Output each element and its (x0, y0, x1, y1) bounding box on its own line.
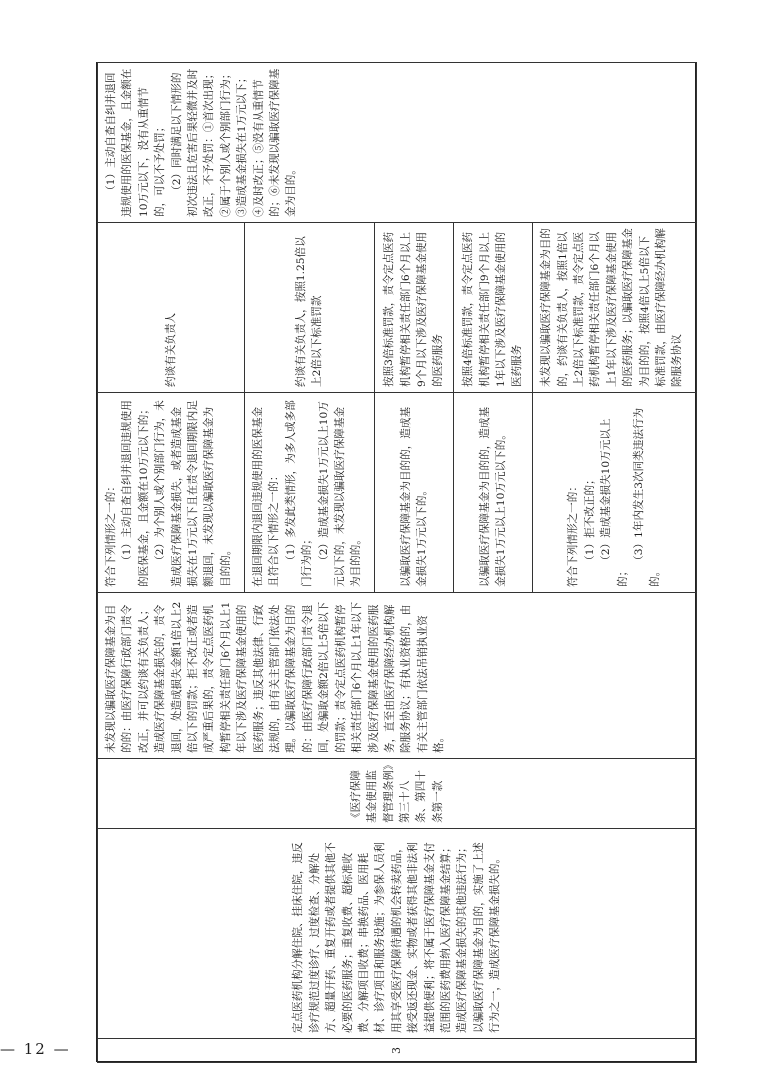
circumstance-cell (533, 393, 697, 593)
circumstance-line: （2）造成基金损失10万元以上的； (600, 418, 629, 587)
circumstance-line: 符合下列情形之一的： (567, 481, 580, 587)
table-row (98, 63, 245, 1063)
circumstance-cell (244, 393, 374, 593)
penalty-provision: 未发现以骗取医疗保障基金为目的的：由医疗保障行政部门责令改正，并可以约谈有关负责人；造成医疗保障基金损失的，责令退回，处造成损失金额1倍以上2倍以下的罚款；拒不改正或者造成严重后果的，责令定点医药机构暂停相关责任部门6个月以上1年以下涉及医疗保障基金使用的医药服务；违反其他法律、行政法规的，由有关主管部门依法处理。以骗取医疗保障基金为目的的：由医疗保障行政部门责令退回，处骗取金额2倍以上5倍以下的罚款；责令定点医药机构暂停相关责任部门6个月以上1年以下涉及医疗保障基金使用的医药服务，直至由医疗保障经办机构解除服务协议；有执业资格的，由有关主管部门依法吊销执业资格。 (98, 593, 697, 759)
standard-cell: 未发现以骗取医疗保障基金为目的的，约谈有关负责人，按照1倍以上2倍以下标准罚款，责令定点医药机构暂停相关责任部门6个月以上1年以下涉及医疗保障基金使用的医药服务；以骗取医疗保障基金为目的的，按照4倍以上5倍以下标准罚款，由医疗保障经办机构解除服务协议 (533, 223, 697, 393)
circumstance-cell (374, 393, 453, 593)
page-number: — 12 — (0, 1040, 71, 1058)
table-landscape-layer (97, 63, 697, 1063)
standard-cell: 按照4倍标准罚款，责令定点医药机构暂停相关责任部门9个月以上1年以下涉及医疗保障基金使用的医药服务 (453, 223, 532, 393)
circumstance-cell (98, 393, 245, 593)
penalty-discretion-table (97, 62, 697, 1063)
discretion-cell (98, 63, 697, 223)
circumstance-line: 在退回期限内退回违规使用的医保基金且符合以下情形之一的： (251, 406, 281, 587)
legal-basis: 《医疗保障基金使用监督管理条例》第三十八条、第四十条第一款 (98, 759, 697, 829)
circumstance-cell (453, 393, 532, 593)
discretion-line: （1）主动自查自纠并退回违规使用的医保基金，且金额在10万元以下，没有从重情节的，可以不予处罚； (105, 68, 167, 217)
circumstance-line: 符合下列情形之一的： (105, 481, 117, 587)
standard-cell: 约谈有关负责人，按照1.25倍以上2倍以下标准罚款 (244, 223, 374, 393)
rotated-table-frame (96, 62, 696, 1062)
circumstance-line: （1）主动自查自纠并退回违规使用的医保基金，且金额在10万元以下的； (121, 400, 150, 587)
circumstance-line: 以骗取医疗保障基金为目的的，造成基金损失1万元以上10万元以下的。 (478, 406, 508, 587)
violation-description: 定点医药机构分解住院、挂床住院，违反诊疗规范过度诊疗、过度检查、分解处方、超量开药、重复开药或者提供其他不必要的医药服务；重复收费、超标准收费、分解项目收费；串换药品、医用耗材、诊疗项目和服务设施；为参保人员利用其享受医疗保障待遇的机会转卖药品，接受返还现金、实物或者获得其他非法利益提供便利；将不属于医疗保障基金支付范围的医药费用纳入医疗保障基金结算；造成医疗保障基金损失的其他违法行为；以骗取医疗保障基金为目的，实施了上述行为之一，造成医疗保障基金损失的。 (98, 829, 697, 1039)
circumstance-line: 以骗取医疗保障基金为目的的，造成基金损失1万元以下的。 (399, 406, 428, 587)
standard-cell: 约谈有关负责人 (98, 223, 245, 393)
standard-cell: 按照3倍标准罚款，责令定点医药机构暂停相关责任部门6个月以上9个月以下涉及医疗保障基金使用的医药服务 (374, 223, 453, 393)
row-number: 3 (98, 1039, 697, 1063)
circumstance-line: （1）拒不改正的； (583, 474, 596, 566)
discretion-line: （2）同时满足以下情形的初次违法且危害后果轻微并及时改正，不予处罚：①首次出现；②属于个别人或个别部门行为；③造成基金损失在1万元以下；④及时改正；⑤没有从重情节的；⑥未发现以骗取医疗保障基金为目的。 (170, 68, 298, 217)
circumstance-line: （3）1年内发生3次同类违法行为的。 (632, 407, 662, 587)
circumstance-line: （1）多发此类情形，为多人或多部门行为的； (284, 400, 314, 587)
circumstance-line: （2）为个别人或个别部门行为，未造成医疗保障基金损失，或者造成基金损失在1万元以下且在责令退回期限内足额退回，未发现以骗取医疗保障基金为目的的。 (154, 400, 232, 587)
circumstance-line: （2）造成基金损失1万元以上10万元以下的，未发现以骗取医疗保障基金为目的的。 (317, 401, 363, 587)
